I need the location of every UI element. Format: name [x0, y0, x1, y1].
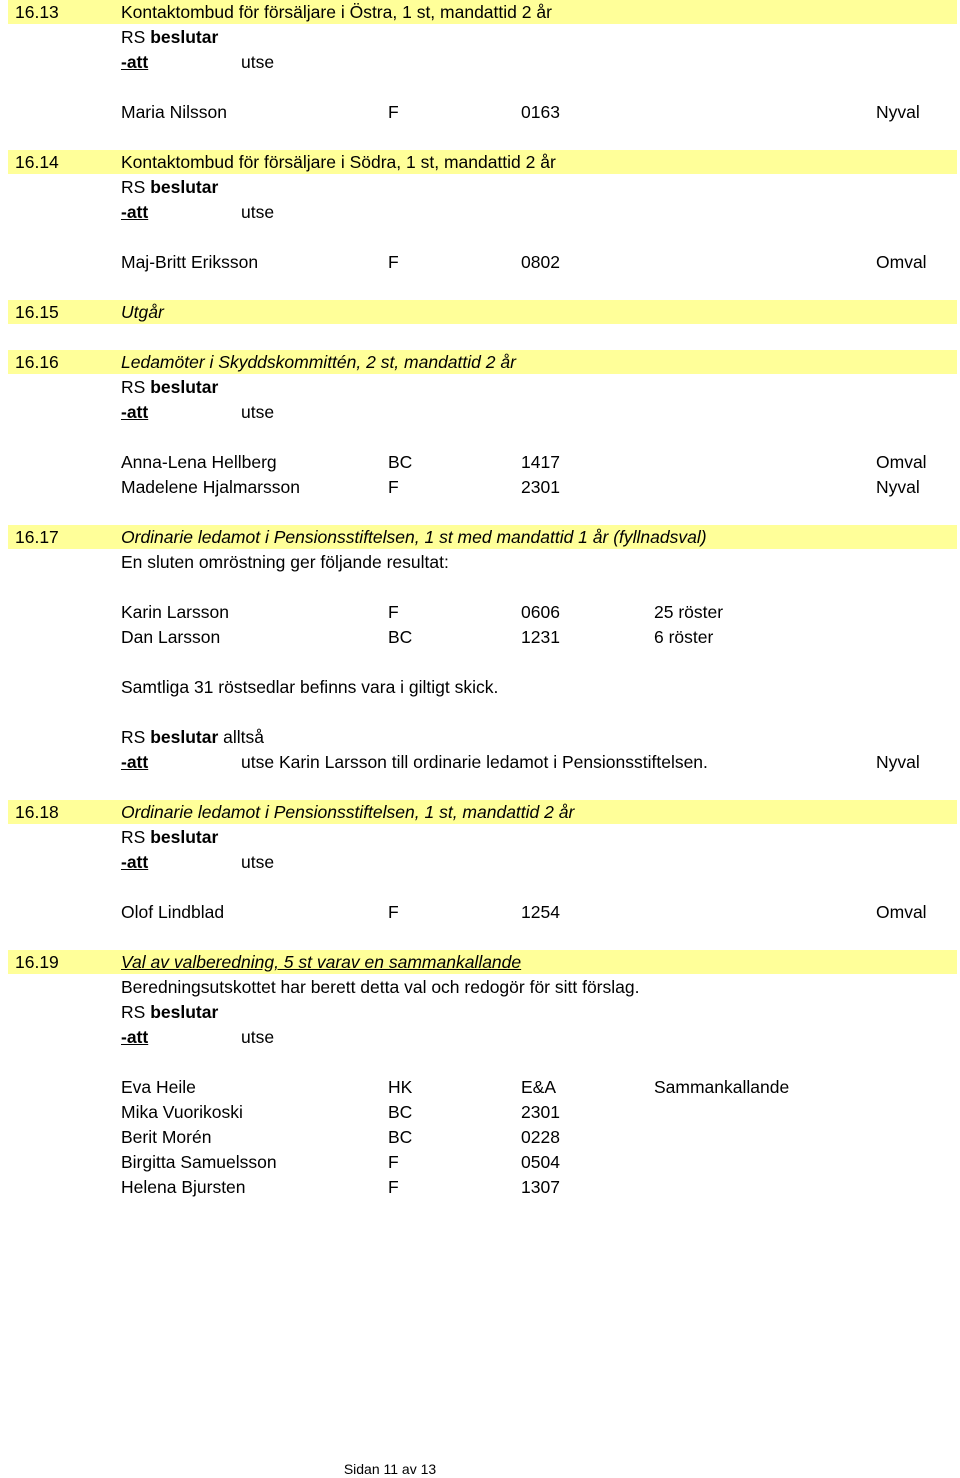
candidate-name: Mika Vuorikoski — [121, 1102, 243, 1122]
decision-line — [0, 25, 960, 50]
candidate-code: 0163 — [521, 102, 560, 122]
decision-line — [0, 825, 960, 850]
candidate-row — [0, 1125, 960, 1150]
vote-row — [0, 600, 960, 625]
candidate-code: 0228 — [521, 1127, 560, 1147]
candidate-name: Eva Heile — [121, 1077, 196, 1097]
section-header — [0, 300, 960, 325]
candidate-code: 1417 — [521, 452, 560, 472]
section-number: 16.14 — [15, 152, 59, 172]
candidate-code: 0504 — [521, 1152, 560, 1172]
candidate-code: 2301 — [521, 1102, 560, 1122]
att-label: -att — [121, 752, 149, 772]
candidate-row — [0, 450, 960, 475]
election-type: Nyval — [876, 752, 920, 772]
att-line — [0, 850, 960, 875]
att-line — [0, 1025, 960, 1050]
section-number: 16.17 — [15, 527, 59, 547]
att-line — [0, 400, 960, 425]
candidate-row — [0, 100, 960, 125]
election-type: Nyval — [876, 477, 920, 497]
att-label: -att — [121, 52, 149, 72]
section-number: 16.18 — [15, 802, 59, 822]
candidate-code: 1231 — [521, 627, 560, 647]
section-title: Ordinarie ledamot i Pensionsstiftelsen, 1 st med mandattid 1 år (fyllnadsval) — [121, 527, 707, 547]
section-header — [0, 950, 960, 975]
candidate-name: Maj-Britt Eriksson — [121, 252, 259, 272]
ballot-note — [0, 675, 960, 700]
rs-label: RS — [121, 727, 146, 747]
candidate-name: Helena Bjursten — [121, 1177, 246, 1197]
att-line — [0, 50, 960, 75]
candidate-party: BC — [388, 1127, 413, 1147]
section-number: 16.16 — [15, 352, 59, 372]
rs-label: RS — [121, 177, 146, 197]
page-footer — [0, 1460, 960, 1478]
section-title: Kontaktombud för försäljare i Södra, 1 st, mandattid 2 år — [121, 152, 556, 172]
utse-label: utse — [241, 402, 275, 422]
beslutar-label: beslutar — [150, 1002, 219, 1022]
vote-row — [0, 625, 960, 650]
election-type: Omval — [876, 902, 927, 922]
decision-line — [0, 725, 960, 750]
candidate-party: F — [388, 902, 399, 922]
utse-label: utse — [241, 52, 275, 72]
candidate-party: F — [388, 1152, 399, 1172]
intro-text — [0, 975, 960, 1000]
utse-label: utse — [241, 1027, 275, 1047]
rs-label: RS — [121, 827, 146, 847]
rs-label: RS — [121, 27, 146, 47]
att-line — [0, 750, 960, 775]
candidate-party: BC — [388, 1102, 413, 1122]
candidate-party: BC — [388, 452, 413, 472]
candidate-code: 1254 — [521, 902, 560, 922]
candidate-party: F — [388, 602, 399, 622]
section-header — [0, 800, 960, 825]
rs-label: RS — [121, 377, 146, 397]
candidate-role: Sammankallande — [654, 1077, 790, 1097]
candidate-row — [0, 475, 960, 500]
rs-label: RS — [121, 1002, 146, 1022]
election-type: Omval — [876, 452, 927, 472]
election-type: Omval — [876, 252, 927, 272]
section-title: Utgår — [121, 302, 164, 322]
candidate-name: Berit Morén — [121, 1127, 212, 1147]
utse-label: utse — [241, 852, 275, 872]
section-title: Ordinarie ledamot i Pensionsstiftelsen, 1 st, mandattid 2 år — [121, 802, 575, 822]
section-number: 16.15 — [15, 302, 59, 322]
candidate-row — [0, 1100, 960, 1125]
att-line — [0, 200, 960, 225]
candidate-party: HK — [388, 1077, 413, 1097]
att-label: -att — [121, 402, 149, 422]
section-header — [0, 350, 960, 375]
page-number: Sidan 11 av 13 — [343, 1461, 437, 1477]
section-header — [0, 525, 960, 550]
candidate-code: 2301 — [521, 477, 560, 497]
utse-label: utse — [241, 202, 275, 222]
vote-count: 6 röster — [654, 627, 714, 647]
att-label: -att — [121, 202, 149, 222]
intro-text-content: Beredningsutskottet har berett detta val och redogör för sitt förslag. — [121, 977, 640, 997]
beslutar-label: beslutar — [150, 177, 219, 197]
candidate-name: Karin Larsson — [121, 602, 229, 622]
candidate-name: Olof Lindblad — [121, 902, 225, 922]
section-header — [0, 150, 960, 175]
candidate-row — [0, 250, 960, 275]
beslutar-label: beslutar — [150, 827, 219, 847]
candidate-row — [0, 1075, 960, 1100]
candidate-party: BC — [388, 627, 413, 647]
decision-line — [0, 375, 960, 400]
candidate-code: 0606 — [521, 602, 560, 622]
decision-line — [0, 175, 960, 200]
ballot-note-text: Samtliga 31 röstsedlar befinns vara i giltigt skick. — [121, 677, 499, 697]
att-label: -att — [121, 1027, 149, 1047]
candidate-party: F — [388, 477, 399, 497]
intro-text — [0, 550, 960, 575]
section-header — [0, 0, 960, 25]
candidate-code: E&A — [521, 1077, 557, 1097]
alltsa-label: alltså — [223, 727, 264, 747]
section-number: 16.13 — [15, 2, 59, 22]
section-number: 16.19 — [15, 952, 59, 972]
att-label: -att — [121, 852, 149, 872]
candidate-name: Maria Nilsson — [121, 102, 227, 122]
beslutar-label: beslutar — [150, 727, 219, 747]
candidate-row — [0, 1175, 960, 1200]
candidate-code: 1307 — [521, 1177, 560, 1197]
candidate-name: Birgitta Samuelsson — [121, 1152, 277, 1172]
candidate-row — [0, 900, 960, 925]
section-title: Kontaktombud för försäljare i Östra, 1 st, mandattid 2 år — [121, 2, 552, 22]
vote-count: 25 röster — [654, 602, 724, 622]
candidate-party: F — [388, 102, 399, 122]
decision-text: utse Karin Larsson till ordinarie ledamot i Pensionsstiftelsen. — [241, 752, 708, 772]
candidate-party: F — [388, 252, 399, 272]
candidate-row — [0, 1150, 960, 1175]
beslutar-label: beslutar — [150, 377, 219, 397]
candidate-code: 0802 — [521, 252, 560, 272]
section-title: Ledamöter i Skyddskommittén, 2 st, mandattid 2 år — [121, 352, 516, 372]
candidate-name: Dan Larsson — [121, 627, 221, 647]
candidate-name: Madelene Hjalmarsson — [121, 477, 300, 497]
intro-text-content: En sluten omröstning ger följande resultat: — [121, 552, 449, 572]
candidate-name: Anna-Lena Hellberg — [121, 452, 277, 472]
candidate-party: F — [388, 1177, 399, 1197]
section-title: Val av valberedning, 5 st varav en sammankallande — [121, 952, 522, 972]
election-type: Nyval — [876, 102, 920, 122]
decision-line — [0, 1000, 960, 1025]
beslutar-label: beslutar — [150, 27, 219, 47]
